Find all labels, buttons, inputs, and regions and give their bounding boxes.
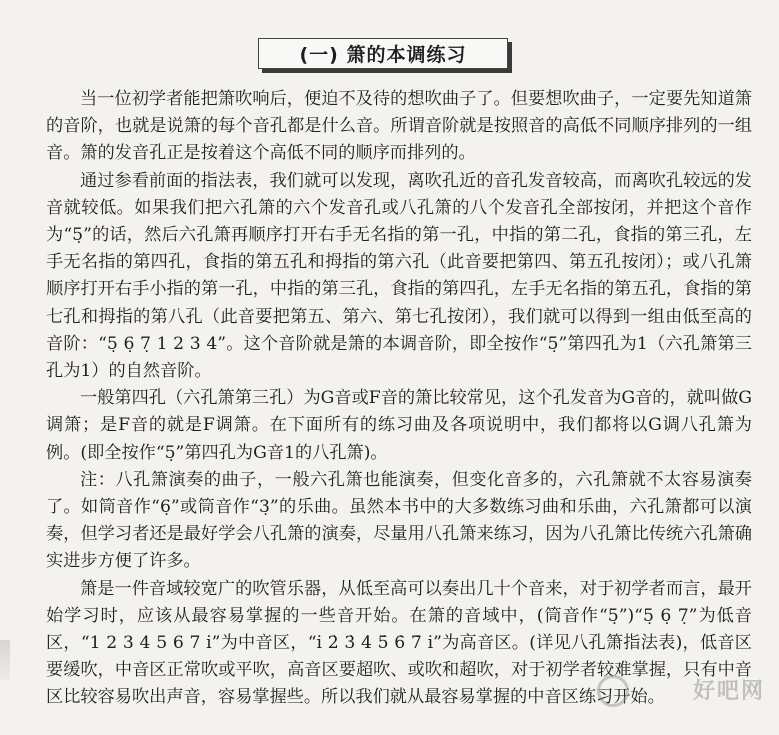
paragraph-note: 注：八孔箫演奏的曲子，一般六孔箫也能演奏，但变化音多的，六孔箫就不太容易演奏了。如筒音作“6̣”或筒音作“3̣”的乐曲。虽然本书中的大多数练习曲和乐曲，六孔箫都可以演奏，但学习者还是最好学会八孔箫的演奏，尽量用八孔箫来练习，因为八孔箫比传统六孔箫确实进步方便了许多。	[46, 469, 752, 572]
watermark-text: 好吧网	[692, 679, 765, 704]
paragraph-5: 箫是一件音域较宽广的吹管乐器，从低至高可以奏出几十个音来，对于初学者而言，最开始学习时，应该从最容易掌握的一些音开始。在箫的音域中，(筒音作“5̣”)“5̣ 6̣ 7̣”为低音区，“1 2 3 4 5 6 7 i̇”为中音区，“i̇ 2̇ 3̇ 4̇ 5̇ 6̇ 7̇ i̇”为高音区。(详见八孔箫指法表)，低音区要缓吹，中音区正常吹或平吹，高音区要超吹、或吹和超吹，对于初学者较难掌握，只有中音区比较容易吹出声音，容易掌握些。所以我们就从最容易掌握的中音区练习开始。	[46, 578, 752, 708]
paragraph-1: 当一位初学者能把箫吹响后，便迫不及待的想吹曲子了。但要想吹曲子，一定要先知道箫的音阶，也就是说箫的每个音孔都是什么音。所谓音阶就是按照音的高低不同顺序排列的一组音。箫的发音孔正是按着这个高低不同的顺序而排列的。	[46, 89, 752, 164]
paragraph-3: 一般第四孔（六孔箫第三孔）为G音或F音的箫比较常见，这个孔发音为G音的，就叫做G调箫；是F音的就是F调箫。在下面所有的练习曲及各项说明中，我们都将以G调八孔箫为例。(即全按作“5̣”第四孔为G音1的八孔箫)。	[46, 388, 752, 463]
body-text	[46, 86, 752, 712]
section-title: (一) 箫的本调练习	[258, 38, 508, 69]
page-edge-mark	[0, 640, 10, 680]
watermark-logo-icon	[597, 675, 629, 707]
paragraph-2: 通过参看前面的指法表，我们就可以发现，离吹孔近的音孔发音较高，而离吹孔较远的发音就较低。如果我们把六孔箫的六个发音孔或八孔箫的八个发音孔全部按闭，并把这个音作为“5̣”的话，然后六孔箫再顺序打开右手无名指的第一孔，中指的第二孔，食指的第三孔，左手无名指的第四孔，食指的第五孔和拇指的第六孔（此音要把第四、第五孔按闭）；或八孔箫顺序打开右手小指的第一孔，中指的第三孔，食指的第四孔，左手无名指的第五孔，食指的第七孔和拇指的第八孔（此音要把第五、第六、第七孔按闭），我们就可以得到一组由低至高的音阶：“5̣ 6̣ 7̣ 1 2 3 4”。这个音阶就是箫的本调音阶，即全按作“5̣”第四孔为1（六孔箫第三孔为1）的自然音阶。	[46, 170, 752, 382]
